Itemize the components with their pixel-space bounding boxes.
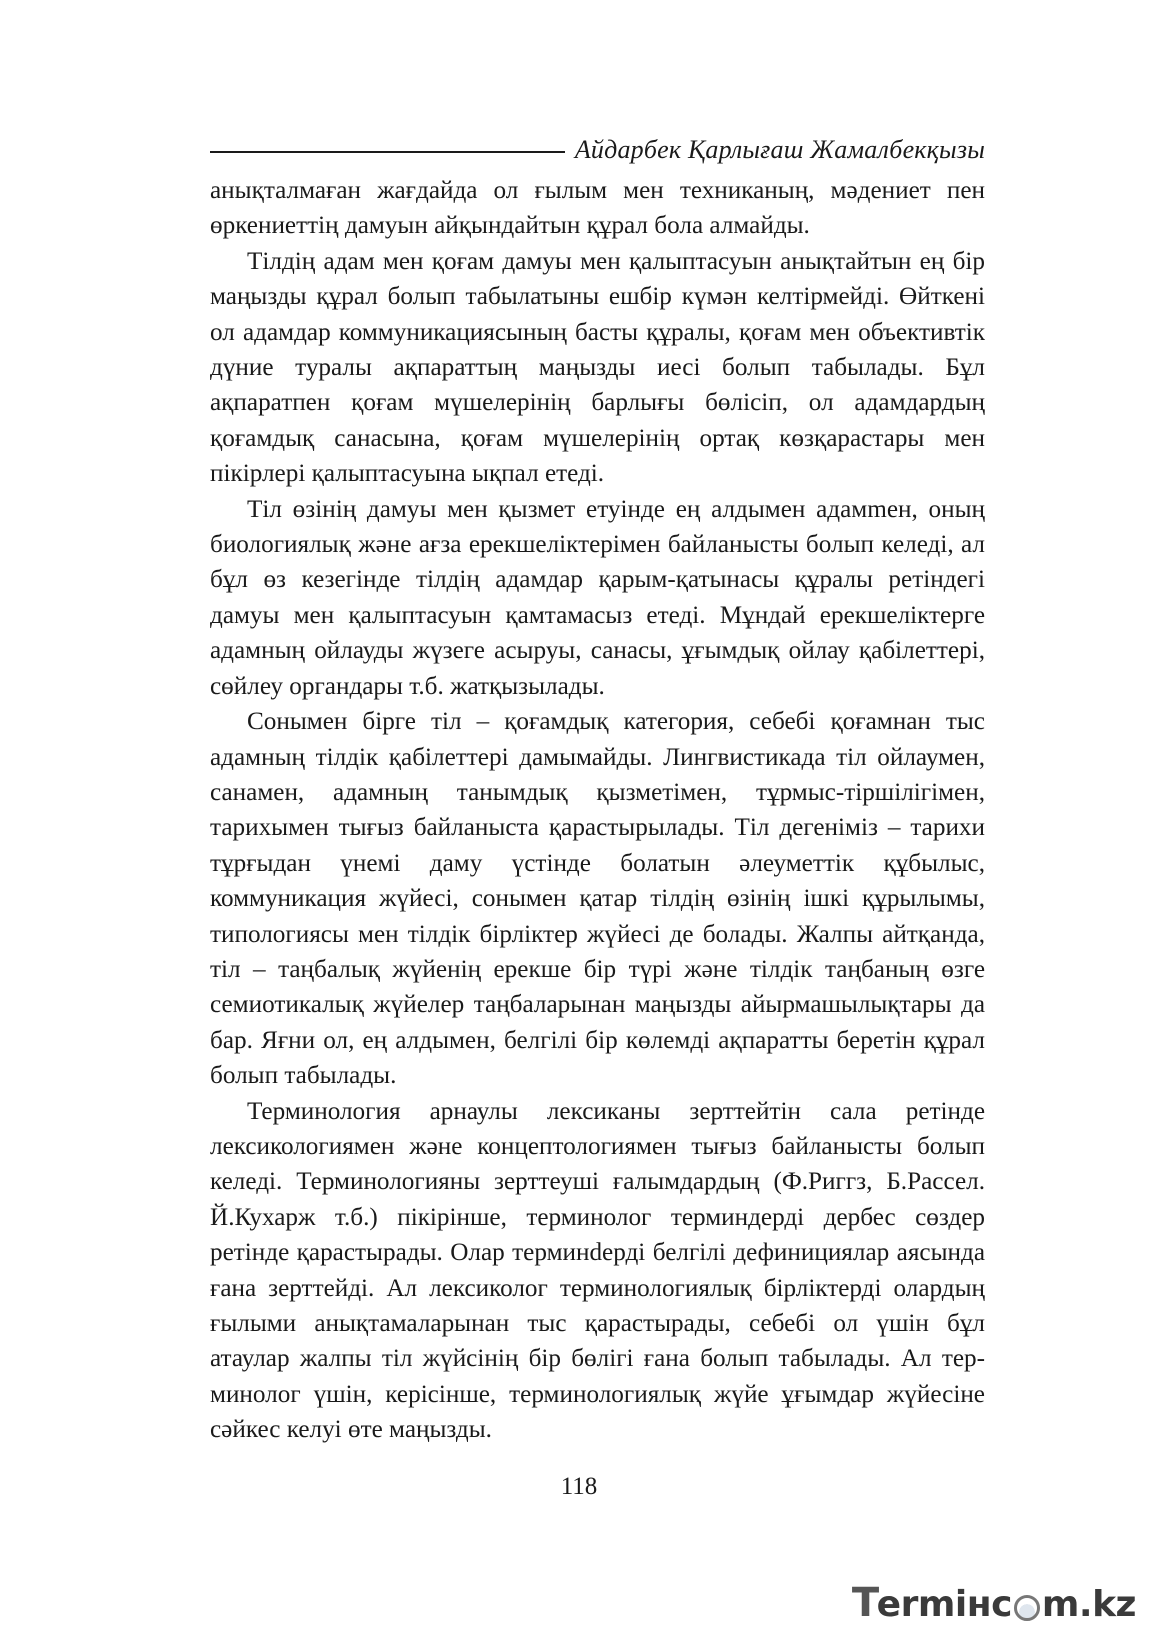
paragraph-5: Терминология арнаулы лексиканы зерттейтін сала ретінде лексикологиямен және концептологиямен тығыз байланысты болып келеді. Терминологияны зерттеуші ғалымдардың (Ф.Риггз, Б.Рассел. Й.Кухарж т.б.) пікірінше, терминолог терминдерді дербес сөздер ретінде қарастырады. Олар терминdерді белгілі дефинициялар аясында ғана зерттейді. Ал лексиколог терминологиялық бірліктерді олардың ғылыми анықтамаларынан тыс қарастырады, себебі ол үшін бұл атаулар жалпы тіл жүйсінің бір бөлігі ғана болып табылады. Ал терминолог үшін, керісінше, терминологиялық жүйе ұғымдар жүйесіне сәйкес келуі өте маңызды. bbox=[210, 1097, 985, 1444]
paragraph-1: анықталмаған жағдайда ол ғылым мен техниканың, мәдениет пен өркениеттің дамуын айқындайтын құрал бола алмайды. bbox=[210, 177, 985, 240]
paragraph-2: Тілдің адам мен қоғам дамуы мен қалыптасуын анықтайтын ең бір маңызды құрал болып табылатыны ешбір күмән келтірмейді. Өйткені ол адамдар коммуникациясының басты құралы, қоғам мен объективтік дүние туралы ақпараттың маңызды иесі болып табылады. Бұл ақпаратпен қоғам мүшелерінің барлығы бөлісіп, ол адамдардың қоғамдық санасына, қоғам мүшелерінің ортақ көзқарастары мен пікірлері қалыптасуына ықпал етеді. bbox=[210, 247, 985, 488]
watermark-logo: T ermінc m.kz bbox=[851, 1580, 1136, 1626]
paragraph-4: Сонымен бірге тіл – қоғамдық категория, себебі қоғамнан тыс адамның тілдік қабілеттері дамымайды. Лингвистикада тіл ойлаумен, санамен, адамның танымдық қызметімен, тұрмыс-тіршілігімен, тарихымен тығыз байланыста қарастырылады. Тіл дегеніміз – тарихи тұрғыдан үнемі даму үстінде болатын әлеуметтік құбылыс, коммуникация жүйесі, сонымен қатар тілдің өзінің ішкі құрылымы, типологиясы мен тілдік бірліктер жүйесі де болады. Жалпы айтқанда, тіл – таңбалық жүйенің ерекше бір түрі және тілдік таңбаның өзге семиотикалық жүйелер таңбаларынан маңызды айырмашылықтары да бар. Яғни ол, ең алдымен, белгілі бір көлемді ақпаратты беретін құрал болып табылады. bbox=[210, 708, 985, 1090]
running-header bbox=[210, 130, 985, 170]
header-rule bbox=[210, 151, 565, 153]
page-number: 118 bbox=[560, 1473, 598, 1500]
paragraph-3: Тіл өзінің дамуы мен қызмет етуінде ең алдымен адамmен, оның биологиялық және ағза ерекшеліктерімен байланысты болып келеді, ал бұл өз кезегінде тілдің адамдар қарым-қатынасы құралы ретіндегі дамуы мен қалыптасуын қамтамасыз етеді. Мұндай ерекшеліктерге адамның ойлауды жүзеге асыруы, санасы, ұғымдық ойлау қабілеттері, сөйлеу органдары т.б. жатқызылады. bbox=[210, 495, 985, 700]
watermark-globe-icon bbox=[1014, 1595, 1040, 1621]
body-text bbox=[210, 173, 985, 1448]
watermark-t: T bbox=[851, 1580, 879, 1626]
header-author: Айдарбек Қарлығаш Жамалбекқызы bbox=[574, 135, 985, 164]
